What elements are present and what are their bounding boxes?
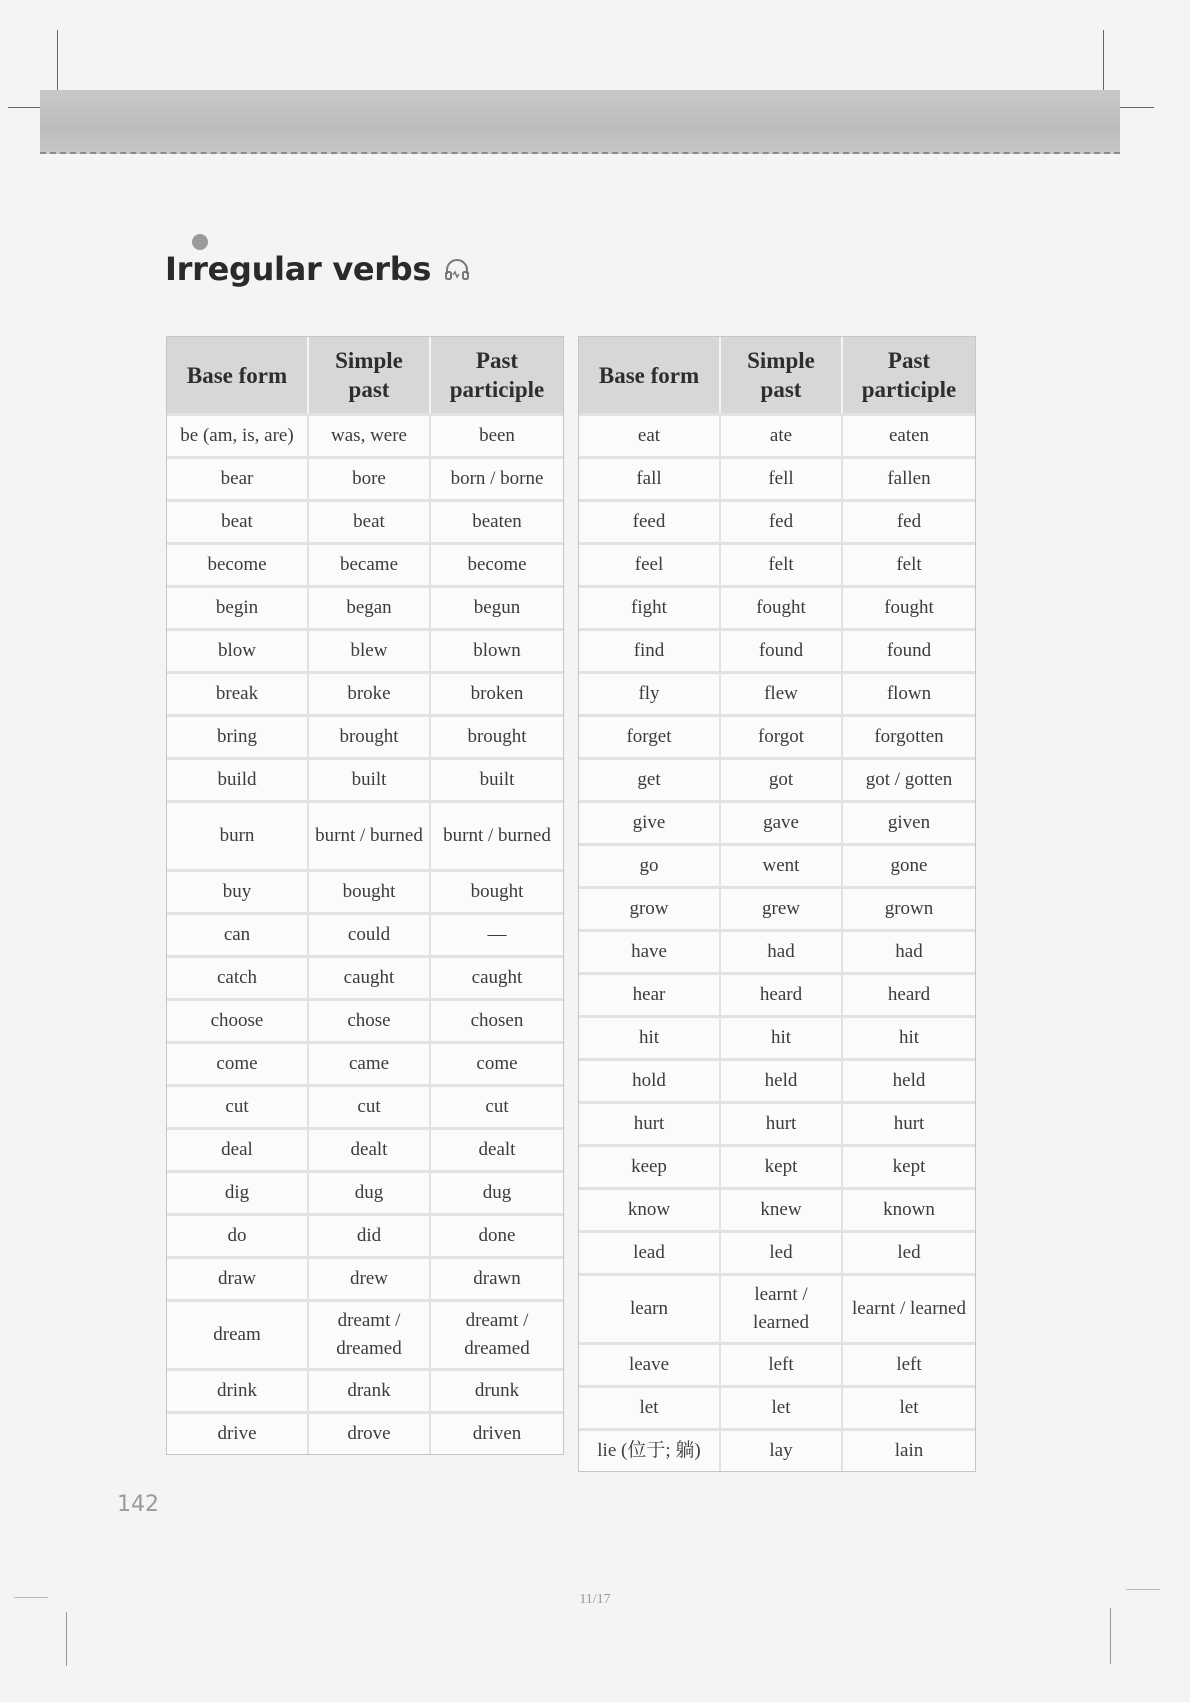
table-row (579, 886, 975, 929)
cell-past-participle: given (843, 800, 975, 843)
table-row (579, 1385, 975, 1428)
table-header-row (579, 337, 975, 413)
cell-past-participle: beaten (431, 499, 563, 542)
table-row (579, 1273, 975, 1342)
table-row (579, 1144, 975, 1187)
cell-base-form: dream (167, 1299, 309, 1368)
cell-simple-past: chose (309, 998, 431, 1041)
cell-past-participle: built (431, 757, 563, 800)
table-row (167, 955, 563, 998)
title-bullet (192, 234, 208, 250)
cell-simple-past: blew (309, 628, 431, 671)
cell-past-participle: dealt (431, 1127, 563, 1170)
cell-base-form: fight (579, 585, 721, 628)
cell-base-form: lead (579, 1230, 721, 1273)
table-row (167, 1127, 563, 1170)
cell-base-form: dig (167, 1170, 309, 1213)
table-row (579, 456, 975, 499)
page-title-text: Irregular verbs (165, 250, 432, 288)
cell-simple-past: began (309, 585, 431, 628)
cell-past-participle: born / borne (431, 456, 563, 499)
cell-base-form: lie (位于; 躺) (579, 1428, 721, 1471)
cell-base-form: grow (579, 886, 721, 929)
page-number: 142 (117, 1492, 159, 1517)
cell-past-participle: — (431, 912, 563, 955)
cell-simple-past: dug (309, 1170, 431, 1213)
cell-past-participle: flown (843, 671, 975, 714)
cell-past-participle: begun (431, 585, 563, 628)
table-row (167, 998, 563, 1041)
cell-simple-past: kept (721, 1144, 843, 1187)
cell-simple-past: knew (721, 1187, 843, 1230)
cell-simple-past: drank (309, 1368, 431, 1411)
table-row (579, 972, 975, 1015)
cell-past-participle: been (431, 413, 563, 456)
cell-simple-past: ate (721, 413, 843, 456)
cell-base-form: buy (167, 869, 309, 912)
cell-simple-past: learnt / learned (721, 1273, 843, 1342)
cell-past-participle: fed (843, 499, 975, 542)
cell-past-participle: bought (431, 869, 563, 912)
cell-simple-past: felt (721, 542, 843, 585)
cell-past-participle: hit (843, 1015, 975, 1058)
cell-simple-past: drove (309, 1411, 431, 1454)
cell-simple-past: grew (721, 886, 843, 929)
cell-simple-past: burnt / burned (309, 800, 431, 869)
table-row (579, 585, 975, 628)
cell-simple-past: brought (309, 714, 431, 757)
cell-base-form: fly (579, 671, 721, 714)
cell-simple-past: beat (309, 499, 431, 542)
cell-past-participle: felt (843, 542, 975, 585)
table-row (167, 1299, 563, 1368)
cell-simple-past: left (721, 1342, 843, 1385)
cell-simple-past: broke (309, 671, 431, 714)
cell-past-participle: lain (843, 1428, 975, 1471)
cell-base-form: burn (167, 800, 309, 869)
cell-base-form: bear (167, 456, 309, 499)
crop-mark (1110, 1608, 1111, 1664)
table-row (579, 757, 975, 800)
cell-past-participle: caught (431, 955, 563, 998)
cell-past-participle: found (843, 628, 975, 671)
cell-past-participle: dug (431, 1170, 563, 1213)
table-row (167, 499, 563, 542)
cell-base-form: fall (579, 456, 721, 499)
table-row (579, 1058, 975, 1101)
cell-base-form: begin (167, 585, 309, 628)
cell-base-form: go (579, 843, 721, 886)
table-row (167, 542, 563, 585)
cell-base-form: draw (167, 1256, 309, 1299)
cell-past-participle: eaten (843, 413, 975, 456)
cell-base-form: feed (579, 499, 721, 542)
table-row (579, 499, 975, 542)
cell-base-form: have (579, 929, 721, 972)
cell-simple-past: found (721, 628, 843, 671)
cell-past-participle: drawn (431, 1256, 563, 1299)
column-header-past-participle: Past participle (431, 337, 563, 413)
column-header-simple-past: Simple past (721, 337, 843, 413)
column-header-past-participle: Past participle (843, 337, 975, 413)
cell-past-participle: held (843, 1058, 975, 1101)
cell-simple-past: hurt (721, 1101, 843, 1144)
cell-simple-past: flew (721, 671, 843, 714)
cell-base-form: give (579, 800, 721, 843)
crop-mark (1103, 30, 1104, 92)
cell-past-participle: done (431, 1213, 563, 1256)
cell-simple-past: drew (309, 1256, 431, 1299)
cell-base-form: come (167, 1041, 309, 1084)
table-row (167, 1084, 563, 1127)
cell-base-form: hear (579, 972, 721, 1015)
cell-simple-past: came (309, 1041, 431, 1084)
cell-past-participle: let (843, 1385, 975, 1428)
cell-simple-past: went (721, 843, 843, 886)
cell-simple-past: did (309, 1213, 431, 1256)
table-row (579, 1101, 975, 1144)
cell-past-participle: left (843, 1342, 975, 1385)
cell-past-participle: had (843, 929, 975, 972)
cell-base-form: cut (167, 1084, 309, 1127)
cell-past-participle: cut (431, 1084, 563, 1127)
cell-simple-past: gave (721, 800, 843, 843)
cell-base-form: let (579, 1385, 721, 1428)
cell-simple-past: fed (721, 499, 843, 542)
cell-past-participle: learnt / learned (843, 1273, 975, 1342)
cell-past-participle: chosen (431, 998, 563, 1041)
column-header-base-form: Base form (167, 337, 309, 413)
cell-past-participle: hurt (843, 1101, 975, 1144)
cell-past-participle: driven (431, 1411, 563, 1454)
table-row (579, 542, 975, 585)
cell-base-form: do (167, 1213, 309, 1256)
cell-base-form: beat (167, 499, 309, 542)
cell-simple-past: held (721, 1058, 843, 1101)
cell-simple-past: got (721, 757, 843, 800)
cell-past-participle: drunk (431, 1368, 563, 1411)
cell-past-participle: come (431, 1041, 563, 1084)
crop-mark (57, 30, 58, 92)
cell-simple-past: had (721, 929, 843, 972)
table-row (167, 800, 563, 869)
cell-past-participle: burnt / burned (431, 800, 563, 869)
table-row (579, 1187, 975, 1230)
cell-base-form: can (167, 912, 309, 955)
cell-past-participle: fought (843, 585, 975, 628)
table-row (579, 1428, 975, 1471)
cell-base-form: break (167, 671, 309, 714)
cell-base-form: feel (579, 542, 721, 585)
cell-past-participle: got / gotten (843, 757, 975, 800)
cell-simple-past: let (721, 1385, 843, 1428)
table-row (167, 585, 563, 628)
footer-page-counter: 11/17 (579, 1592, 611, 1607)
cell-simple-past: fell (721, 456, 843, 499)
cell-simple-past: bought (309, 869, 431, 912)
cell-simple-past: hit (721, 1015, 843, 1058)
cell-simple-past: led (721, 1230, 843, 1273)
cell-simple-past: became (309, 542, 431, 585)
verb-table-right (578, 336, 976, 1472)
cell-simple-past: bore (309, 456, 431, 499)
cell-past-participle: kept (843, 1144, 975, 1187)
column-header-simple-past: Simple past (309, 337, 431, 413)
table-row (167, 1041, 563, 1084)
cell-simple-past: cut (309, 1084, 431, 1127)
cell-simple-past: heard (721, 972, 843, 1015)
cell-simple-past: fought (721, 585, 843, 628)
cell-base-form: hold (579, 1058, 721, 1101)
headphones-icon[interactable] (443, 255, 471, 283)
cell-past-participle: led (843, 1230, 975, 1273)
crop-mark (1118, 107, 1154, 108)
cell-past-participle: grown (843, 886, 975, 929)
page-title (165, 250, 471, 288)
table-row (579, 628, 975, 671)
table-header-row (167, 337, 563, 413)
table-row (167, 628, 563, 671)
cell-base-form: hurt (579, 1101, 721, 1144)
table-row (167, 869, 563, 912)
cell-base-form: find (579, 628, 721, 671)
table-row (167, 757, 563, 800)
crop-mark (1126, 1589, 1160, 1590)
cell-past-participle: blown (431, 628, 563, 671)
table-row (579, 714, 975, 757)
cell-past-participle: brought (431, 714, 563, 757)
cell-past-participle: gone (843, 843, 975, 886)
cell-base-form: learn (579, 1273, 721, 1342)
table-row (167, 456, 563, 499)
cell-base-form: choose (167, 998, 309, 1041)
table-row (167, 912, 563, 955)
cell-simple-past: forgot (721, 714, 843, 757)
table-row (579, 800, 975, 843)
table-row (167, 1368, 563, 1411)
cell-past-participle: forgotten (843, 714, 975, 757)
table-row (167, 1256, 563, 1299)
cell-past-participle: dreamt / dreamed (431, 1299, 563, 1368)
table-row (167, 1411, 563, 1454)
table-row (579, 1342, 975, 1385)
cell-base-form: drive (167, 1411, 309, 1454)
cell-base-form: eat (579, 413, 721, 456)
table-row (167, 413, 563, 456)
cell-base-form: keep (579, 1144, 721, 1187)
cell-base-form: build (167, 757, 309, 800)
cell-base-form: bring (167, 714, 309, 757)
cell-base-form: deal (167, 1127, 309, 1170)
table-row (579, 843, 975, 886)
table-row (579, 671, 975, 714)
cell-simple-past: caught (309, 955, 431, 998)
cell-past-participle: known (843, 1187, 975, 1230)
cell-base-form: drink (167, 1368, 309, 1411)
cell-base-form: blow (167, 628, 309, 671)
cell-base-form: get (579, 757, 721, 800)
cell-base-form: know (579, 1187, 721, 1230)
cell-simple-past: could (309, 912, 431, 955)
cell-base-form: become (167, 542, 309, 585)
verb-table-left (166, 336, 564, 1455)
cell-past-participle: broken (431, 671, 563, 714)
cell-simple-past: dealt (309, 1127, 431, 1170)
cell-base-form: catch (167, 955, 309, 998)
cell-past-participle: heard (843, 972, 975, 1015)
column-header-base-form: Base form (579, 337, 721, 413)
cell-simple-past: lay (721, 1428, 843, 1471)
cell-base-form: be (am, is, are) (167, 413, 309, 456)
cell-simple-past: built (309, 757, 431, 800)
table-row (167, 671, 563, 714)
cell-base-form: leave (579, 1342, 721, 1385)
header-band (40, 90, 1120, 154)
cell-base-form: hit (579, 1015, 721, 1058)
table-row (167, 714, 563, 757)
cell-past-participle: fallen (843, 456, 975, 499)
cell-base-form: forget (579, 714, 721, 757)
crop-mark (66, 1612, 67, 1666)
table-row (579, 929, 975, 972)
cell-simple-past: was, were (309, 413, 431, 456)
cell-past-participle: become (431, 542, 563, 585)
table-row (579, 1015, 975, 1058)
table-row (579, 413, 975, 456)
table-row (167, 1170, 563, 1213)
cell-simple-past: dreamt / dreamed (309, 1299, 431, 1368)
table-row (167, 1213, 563, 1256)
table-row (579, 1230, 975, 1273)
